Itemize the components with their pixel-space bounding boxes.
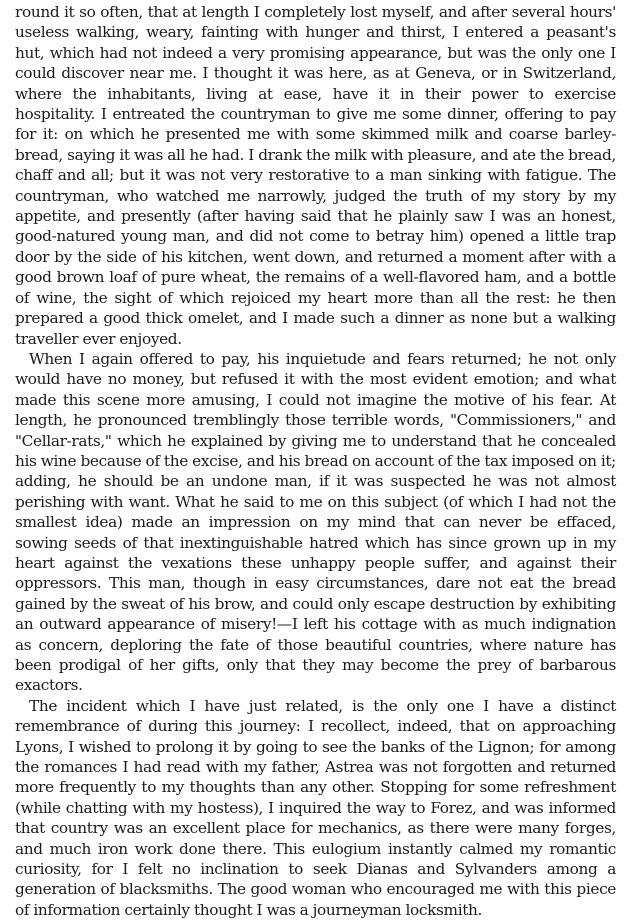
paragraph-3: The incident which I have just related, is the only one I have a distinct remembrance of during this journey: I recollect, indeed, that on approaching Lyons, I wished to prolong it by going to see the banks of the Lignon; for among the romances I had read with my father, Astrea was not forgotten and returned more frequently to my thoughts than any other. Stopping for some refreshment (while chatting with my hostess), I inquired the way to Forez, and was informed that country was an excellent place for mechanics, as there were many forges, and much iron work done there. This eulogium instantly calmed my romantic curiosity, for I felt no inclination to seek Dianas and Sylvanders among a generation of blacksmiths. The good woman who encouraged me with this piece of information certainly thought I was a journeyman locksmith. xyxy=(15,696,616,919)
paragraph-2: When I again offered to pay, his inquietude and fears returned; he not only would have no money, but refused it with the most evident emotion; and what made this scene more amusing, I could not imagine the motive of his fear. At length, he pronounced tremblingly those terrible words, "Commissioners," and "Cellar-rats," which he explained by giving me to understand that he concealed his wine because of the excise, and his bread on account of the tax imposed on it; adding, he should be an undone man, if it was suspected he was not almost perishing with want. What he said to me on this subject (of which I had not the smallest idea) made an impression on my mind that can never be effaced, sowing seeds of that inextinguishable hatred which has since grown up in my heart against the vexations these unhappy people suffer, and against their oppressors. This man, though in easy circumstances, dare not eat the bread gained by the sweat of his brow, and could only escape destruction by exhibiting an outward appearance of misery!—I left his cottage with as much indignation as concern, deploring the fate of those beautiful countries, where nature has been prodigal of her gifts, only that they may become the prey of barbarous exactors. xyxy=(15,349,616,695)
paragraph-1: round it so often, that at length I completely lost myself, and after several hours' useless walking, weary, fainting with hunger and thirst, I entered a peasant's hut, which had not indeed a very promising appearance, but was the only one I could discover near me. I thought it was here, as at Geneva, or in Switzerland, where the inhabitants, living at ease, have it in their power to exercise hospitality. I entreated the countryman to give me some dinner, offering to pay for it: on which he presented me with some skimmed milk and coarse barley-bread, saying it was all he had. I drank the milk with pleasure, and ate the bread, chaff and all; but it was not very restorative to a man sinking with fatigue. The countryman, who watched me narrowly, judged the truth of my story by my appetite, and presently (after having said that he plainly saw I was an honest, good-natured young man, and did not come to betray him) opened a little trap door by the side of his kitchen, went down, and returned a moment after with a good brown loaf of pure wheat, the remains of a well-flavored ham, and a bottle of wine, the sight of which rejoiced my heart more than all the rest: he then prepared a good thick omelet, and I made such a dinner as none but a walking traveller ever enjoyed. xyxy=(15,3,616,348)
